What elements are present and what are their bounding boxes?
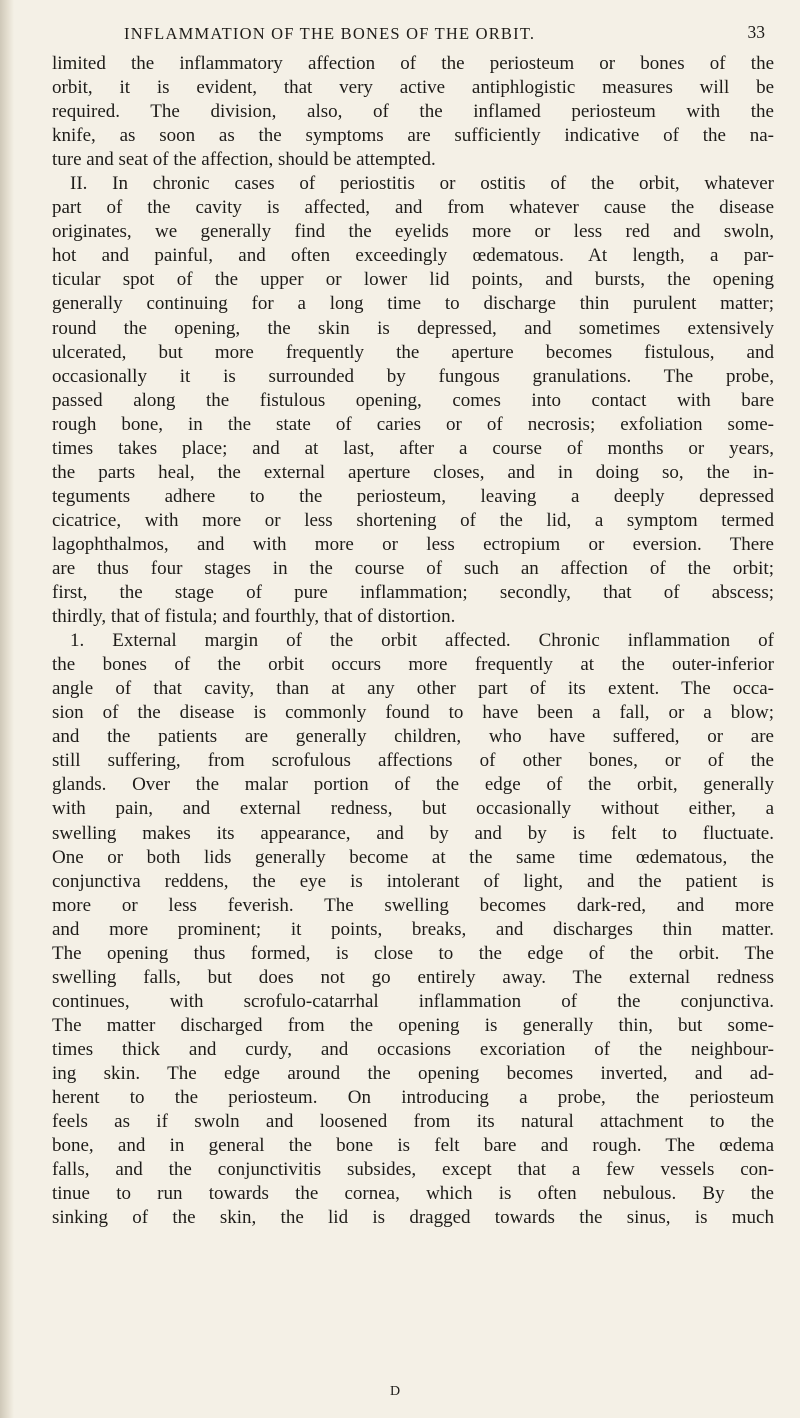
text-line: round the opening, the skin is depressed, and sometimes extensively	[52, 317, 774, 339]
text-line: hot and painful, and often exceedingly œdematous. At length, a par-	[52, 245, 774, 267]
text-line: falls, and the conjunctivitis subsides, except that a few vessels con-	[52, 1159, 774, 1181]
text-line: The opening thus formed, is close to the edge of the orbit. The	[52, 942, 774, 964]
text-line: knife, as soon as the symptoms are sufficiently indicative of the na-	[52, 125, 774, 147]
text-line: originates, we generally find the eyelids more or less red and swoln,	[52, 221, 774, 243]
text-line: glands. Over the malar portion of the edge of the orbit, generally	[52, 774, 774, 796]
text-line: sinking of the skin, the lid is dragged towards the sinus, is much	[52, 1207, 774, 1229]
page-header	[0, 18, 800, 50]
text-line: times takes place; and at last, after a course of months or years,	[52, 437, 774, 459]
text-line: swelling makes its appearance, and by and by is felt to fluctuate.	[52, 822, 774, 844]
text-line: generally continuing for a long time to discharge thin purulent matter;	[52, 293, 774, 315]
text-line: One or both lids generally become at the same time œdematous, the	[52, 846, 774, 868]
binding-gutter	[0, 0, 14, 1418]
page-number: 33	[747, 22, 765, 42]
body-text	[52, 52, 774, 1230]
text-line: ing skin. The edge around the opening becomes inverted, and ad-	[52, 1062, 774, 1084]
text-line: and more prominent; it points, breaks, and discharges thin matter.	[52, 918, 774, 940]
text-line: swelling falls, but does not go entirely away. The external redness	[52, 966, 774, 988]
text-line: and the patients are generally children, who have suffered, or are	[52, 726, 774, 748]
text-line: orbit, it is evident, that very active antiphlogistic measures will be	[52, 77, 774, 99]
running-head: INFLAMMATION OF THE BONES OF THE ORBIT.	[124, 24, 536, 43]
text-line: ture and seat of the affection, should be attempted.	[52, 149, 436, 171]
text-line: angle of that cavity, than at any other part of its extent. The occa-	[52, 678, 774, 700]
text-line: lagophthalmos, and with more or less ectropium or eversion. There	[52, 533, 774, 555]
text-line: passed along the fistulous opening, comes into contact with bare	[52, 389, 774, 411]
text-line: first, the stage of pure inflammation; secondly, that of abscess;	[52, 582, 774, 604]
text-line: conjunctiva reddens, the eye is intolerant of light, and the patient is	[52, 870, 774, 892]
text-line: teguments adhere to the periosteum, leaving a deeply depressed	[52, 485, 774, 507]
text-line: occasionally it is surrounded by fungous granulations. The probe,	[52, 365, 774, 387]
text-line: still suffering, from scrofulous affections of other bones, or of the	[52, 750, 774, 772]
text-line: thirdly, that of fistula; and fourthly, that of distortion.	[52, 606, 456, 628]
text-line: more or less feverish. The swelling becomes dark-red, and more	[52, 894, 774, 916]
text-line: II. In chronic cases of periostitis or ostitis of the orbit, whatever	[70, 173, 774, 195]
text-line: bone, and in general the bone is felt bare and rough. The œdema	[52, 1135, 774, 1157]
text-line: tinue to run towards the cornea, which is often nebulous. By the	[52, 1183, 774, 1205]
text-line: rough bone, in the state of caries or of necrosis; exfoliation some-	[52, 413, 774, 435]
text-line: ulcerated, but more frequently the aperture becomes fistulous, and	[52, 341, 774, 363]
text-line: the bones of the orbit occurs more frequently at the outer-inferior	[52, 654, 774, 676]
text-line: are thus four stages in the course of such an affection of the orbit;	[52, 557, 774, 579]
text-line: sion of the disease is commonly found to have been a fall, or a blow;	[52, 702, 774, 724]
text-line: ticular spot of the upper or lower lid points, and bursts, the opening	[52, 269, 774, 291]
text-line: continues, with scrofulo-catarrhal inflammation of the conjunctiva.	[52, 990, 774, 1012]
text-line: the parts heal, the external aperture closes, and in doing so, the in-	[52, 461, 774, 483]
text-line: cicatrice, with more or less shortening of the lid, a symptom termed	[52, 509, 774, 531]
text-line: required. The division, also, of the inflamed periosteum with the	[52, 101, 774, 123]
text-line: with pain, and external redness, but occasionally without either, a	[52, 798, 774, 820]
text-line: limited the inflammatory affection of the periosteum or bones of the	[52, 53, 774, 74]
text-line: The matter discharged from the opening is generally thin, but some-	[52, 1014, 774, 1036]
text-line: times thick and curdy, and occasions excoriation of the neighbour-	[52, 1038, 774, 1060]
text-line: 1. External margin of the orbit affected. Chronic inflammation of	[70, 630, 774, 652]
signature-mark: D	[390, 1384, 401, 1399]
text-line: feels as if swoln and loosened from its natural attachment to the	[52, 1111, 774, 1133]
text-line: herent to the periosteum. On introducing a probe, the periosteum	[52, 1087, 774, 1109]
text-line: part of the cavity is affected, and from whatever cause the disease	[52, 197, 774, 219]
